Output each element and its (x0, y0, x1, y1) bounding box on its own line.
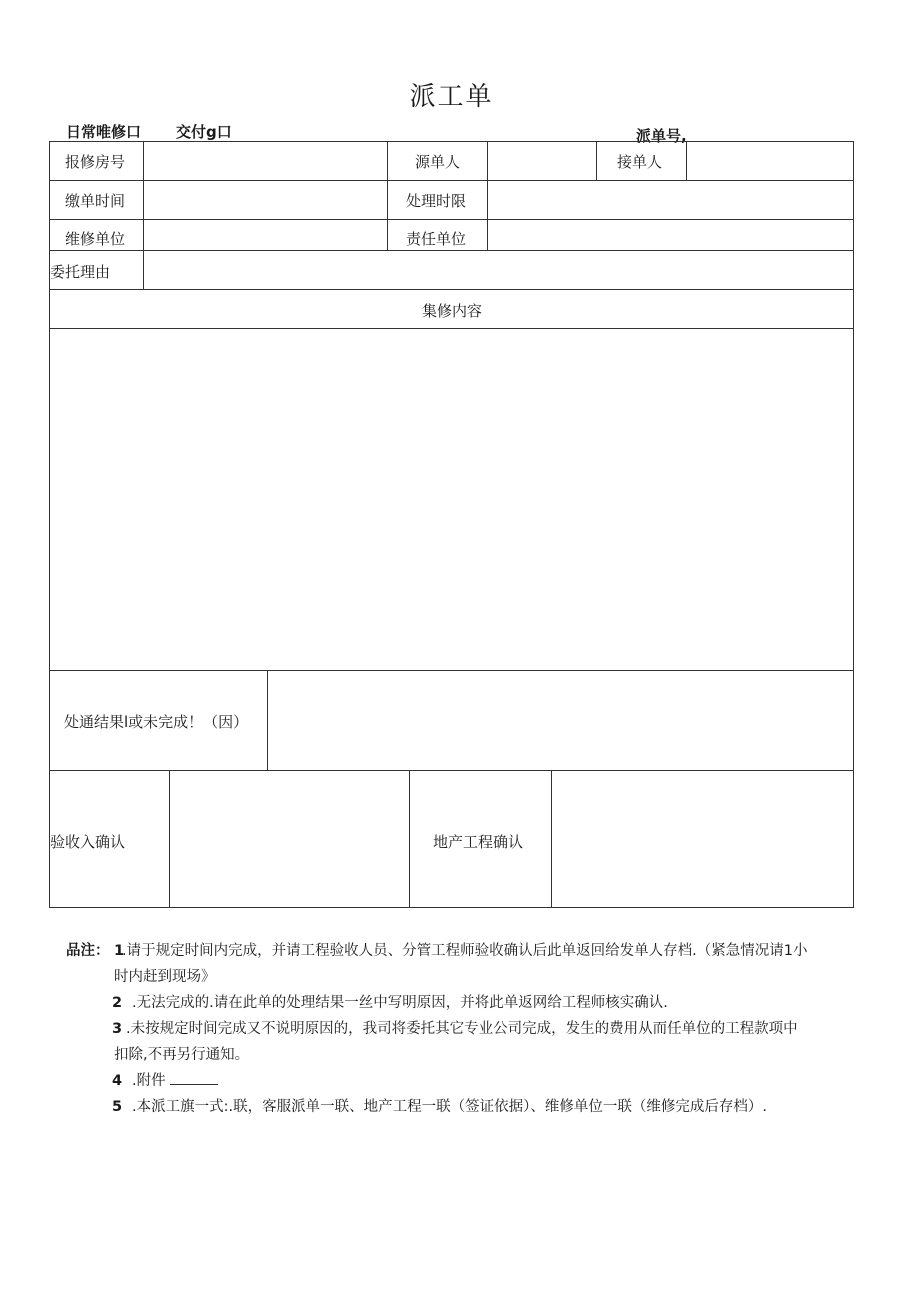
attachment-blank[interactable] (170, 1070, 218, 1085)
note-continuation: 扣除,不再另行通知。 (114, 1047, 250, 1063)
dispatcher-label: 源单人 (415, 153, 461, 171)
note-item (66, 1016, 866, 1042)
responsible-unit-label: 责任单位 (406, 230, 467, 248)
note-item (66, 1094, 866, 1120)
repair-unit-field[interactable] (144, 220, 386, 249)
receiver-label: 接单人 (617, 153, 663, 171)
delivery-checkbox[interactable]: 交付g口 (176, 123, 232, 141)
note-number: 5 (112, 1099, 123, 1115)
note-text: .本派工旗一式:.联，客服派单一联、地产工程一联（签证依据）、维修单位一联（维修完成后存档）. (132, 1099, 767, 1115)
repair-unit-label: 维修单位 (65, 230, 126, 248)
repair-content-header: 集修内容 (421, 302, 482, 320)
notes-section (66, 938, 866, 1120)
note-number: 2 (112, 995, 123, 1011)
order-number-label: 派单号, (636, 127, 687, 145)
property-confirm-field[interactable] (552, 771, 853, 907)
notes-prefix: 品注： (66, 943, 110, 959)
repair-room-label: 报修房号 (65, 153, 126, 171)
col-divider (409, 770, 410, 908)
repair-content-area[interactable] (50, 329, 854, 669)
note-number: 1 (114, 943, 125, 959)
note-continuation: 时内赶到现场》 (114, 969, 216, 985)
dispatch-time-label: 缴单时间 (65, 192, 126, 210)
routine-repair-checkbox[interactable]: 日常唯修口 (66, 123, 142, 141)
note-item (66, 938, 866, 964)
repair-room-field[interactable] (144, 142, 386, 179)
deadline-label: 处理时限 (406, 192, 467, 210)
note-text: .未按规定时间完成又不说明原因的，我司将委托其它专业公司完成，发生的费用从而任单位的工程款项中 (126, 1021, 798, 1037)
note-text: .请于规定时间内完成，并请工程验收人员、分管工程师验收确认后此单返回给发单人存档.（紧急情况请1小 (122, 943, 808, 959)
note-text: .无法完成的.请在此单的处理结果一丝中写明原因，并将此单返网给工程师核实确认. (132, 995, 668, 1011)
col-divider (596, 142, 597, 180)
receiver-field[interactable] (687, 142, 853, 179)
row-divider (50, 289, 854, 290)
note-text: .附件 (132, 1073, 166, 1089)
note-number: 3 (112, 1021, 123, 1037)
responsible-unit-field[interactable] (488, 220, 853, 249)
property-confirm-label: 地产工程确认 (433, 833, 524, 851)
dispatch-form-table (49, 141, 854, 908)
acceptance-field[interactable] (170, 771, 408, 907)
note-number: 4 (112, 1073, 123, 1089)
note-item (66, 1068, 866, 1094)
acceptance-label: 验收入确认 (50, 833, 126, 851)
result-label: 处通结果l或未完成！（因） (64, 713, 249, 731)
reason-field[interactable] (144, 251, 853, 288)
col-divider (387, 142, 388, 250)
dispatcher-field[interactable] (488, 142, 595, 179)
page-title: 派工单 (409, 82, 494, 112)
note-item (66, 990, 866, 1016)
deadline-field[interactable] (488, 181, 853, 218)
reason-label: 委托理由 (50, 263, 111, 281)
result-field[interactable] (268, 671, 853, 769)
dispatch-time-field[interactable] (144, 181, 386, 218)
